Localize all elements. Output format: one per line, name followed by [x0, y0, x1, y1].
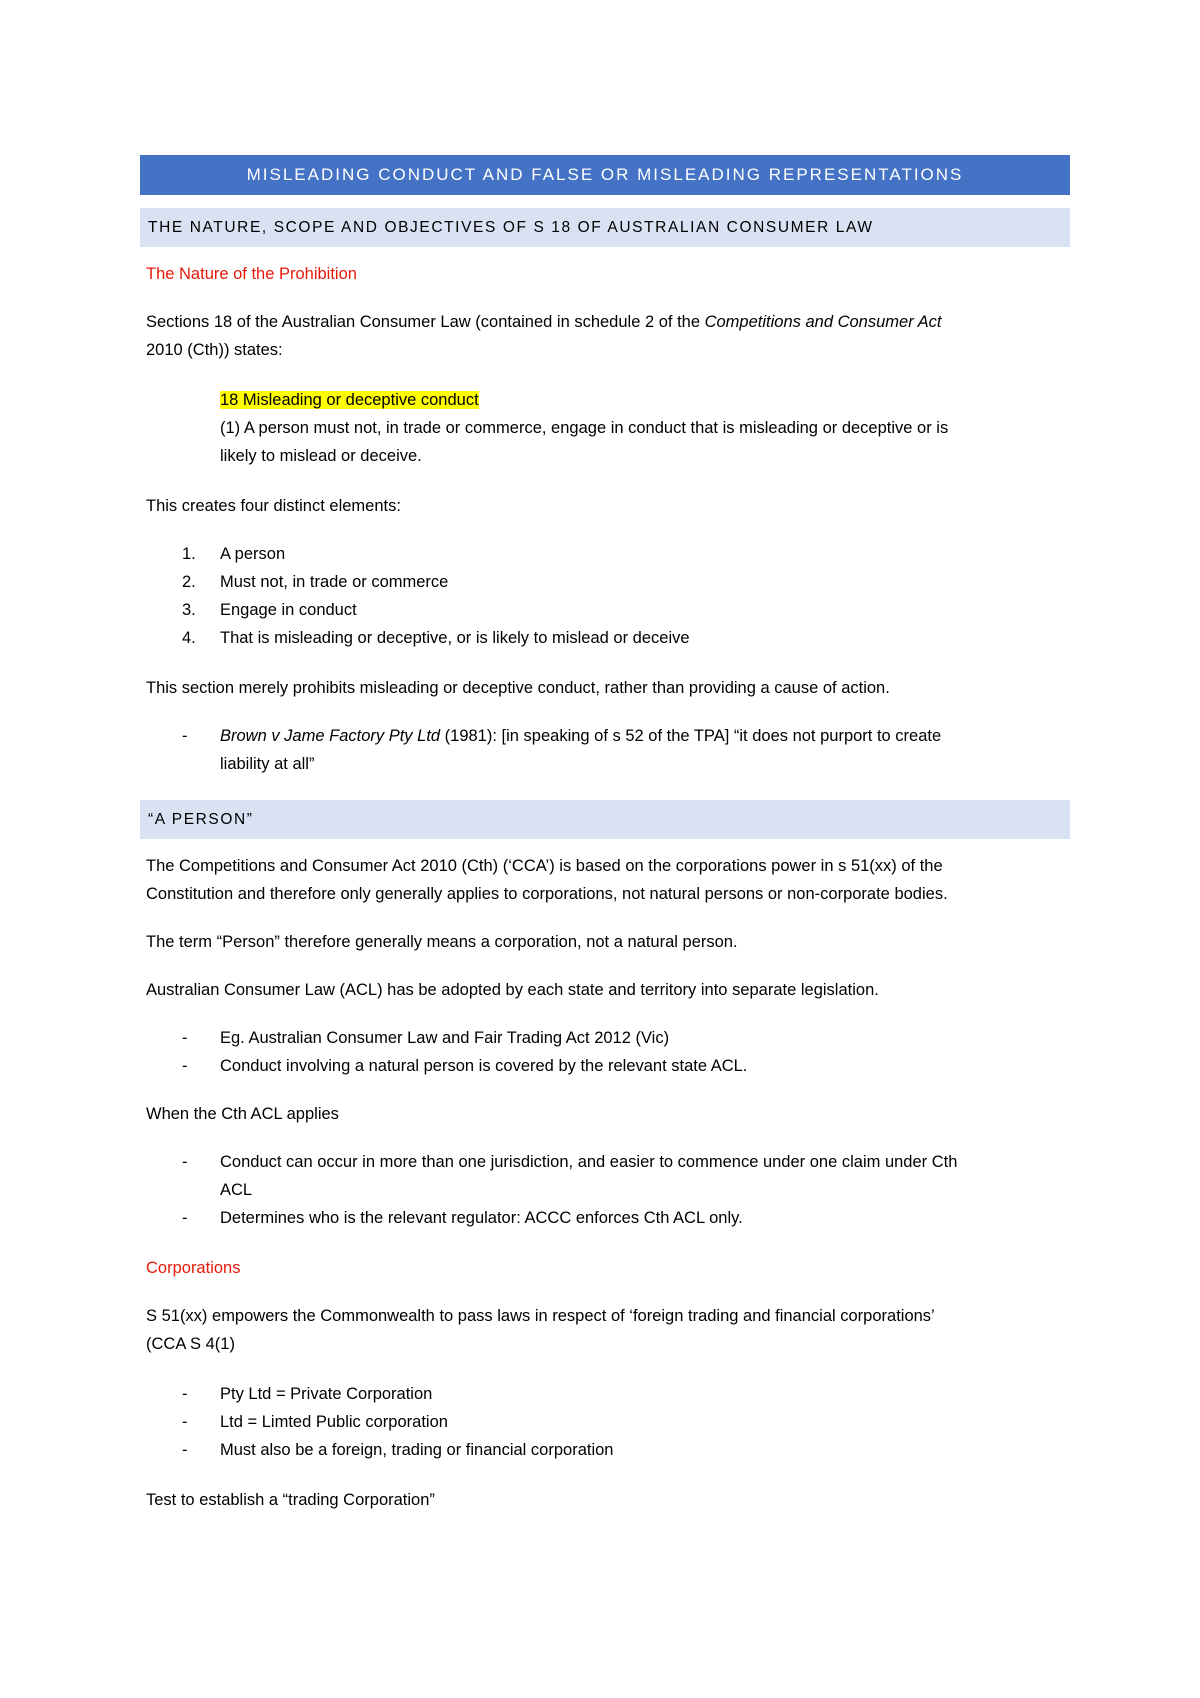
list-text: Must also be a foreign, trading or financial corporation	[220, 1441, 614, 1459]
list-number: 3.	[182, 601, 196, 619]
case-text	[220, 722, 941, 750]
list-number: 4.	[182, 629, 196, 647]
bullet-dash: -	[182, 1153, 188, 1171]
list-text: Conduct can occur in more than one jurisdiction, and easier to commence under one claim under Cth	[220, 1153, 958, 1171]
trading-corporation-test-heading: Test to establish a “trading Corporation”	[146, 1491, 435, 1509]
intro-text: Sections 18 of the Australian Consumer Law (contained in schedule 2 of the	[146, 313, 705, 331]
quote-heading-highlight: 18 Misleading or deceptive conduct	[220, 391, 479, 409]
case-line-2: liability at all”	[220, 755, 315, 773]
bullet-dash: -	[182, 1029, 188, 1047]
list-text: Engage in conduct	[220, 601, 357, 619]
s51-paragraph-line-2: (CCA S 4(1)	[146, 1335, 235, 1353]
quote-line-1: (1) A person must not, in trade or commerce, engage in conduct that is misleading or deceptive or is	[220, 419, 949, 437]
bullet-dash: -	[182, 1057, 188, 1075]
bullet-dash: -	[182, 1413, 188, 1431]
intro-line-1	[146, 308, 942, 336]
list-text: Determines who is the relevant regulator: ACCC enforces Cth ACL only.	[220, 1209, 743, 1227]
list-text: That is misleading or deceptive, or is likely to mislead or deceive	[220, 629, 690, 647]
subheading-corporations: Corporations	[146, 1259, 241, 1277]
quote-heading	[220, 386, 479, 414]
list-text: Conduct involving a natural person is covered by the relevant state ACL.	[220, 1057, 748, 1075]
prohibits-paragraph: This section merely prohibits misleading or deceptive conduct, rather than providing a cause of action.	[146, 679, 890, 697]
bullet-dash: -	[182, 1385, 188, 1403]
subheading-nature-of-prohibition: The Nature of the Prohibition	[146, 265, 357, 283]
case-name: Brown v Jame Factory Pty Ltd	[220, 727, 441, 745]
list-number: 2.	[182, 573, 196, 591]
list-text-continued: ACL	[220, 1181, 253, 1199]
quote-line-2: likely to mislead or deceive.	[220, 447, 422, 465]
elements-intro: This creates four distinct elements:	[146, 497, 401, 515]
intro-line-2: 2010 (Cth)) states:	[146, 341, 283, 359]
list-text: Must not, in trade or commerce	[220, 573, 449, 591]
intro-act-title: Competitions and Consumer Act	[704, 313, 942, 331]
bullet-dash: -	[182, 727, 188, 745]
bullet-dash: -	[182, 1209, 188, 1227]
list-text: Eg. Australian Consumer Law and Fair Trading Act 2012 (Vic)	[220, 1029, 670, 1047]
cca-paragraph-line-1: The Competitions and Consumer Act 2010 (Cth) (‘CCA’) is based on the corporations power in s 51(xx) of the	[146, 857, 943, 875]
when-cth-acl-applies: When the Cth ACL applies	[146, 1105, 339, 1123]
list-number: 1.	[182, 545, 196, 563]
document-title: MISLEADING CONDUCT AND FALSE OR MISLEADING REPRESENTATIONS	[140, 155, 1070, 195]
cca-paragraph-line-2: Constitution and therefore only generally applies to corporations, not natural persons or non-corporate bodies.	[146, 885, 948, 903]
section-heading-nature: THE NATURE, SCOPE AND OBJECTIVES OF S 18 OF AUSTRALIAN CONSUMER LAW	[140, 208, 1070, 247]
section-heading-a-person: “A PERSON”	[140, 800, 1070, 839]
acl-paragraph: Australian Consumer Law (ACL) has be adopted by each state and territory into separate legislation.	[146, 981, 879, 999]
person-term-paragraph: The term “Person” therefore generally means a corporation, not a natural person.	[146, 933, 738, 951]
bullet-dash: -	[182, 1441, 188, 1459]
list-text: A person	[220, 545, 286, 563]
list-text: Pty Ltd = Private Corporation	[220, 1385, 433, 1403]
s51-paragraph-line-1: S 51(xx) empowers the Commonwealth to pass laws in respect of ‘foreign trading and financial corporations’	[146, 1307, 935, 1325]
list-text: Ltd = Limted Public corporation	[220, 1413, 448, 1431]
case-quote: (1981): [in speaking of s 52 of the TPA] “it does not purport to create	[440, 727, 942, 745]
